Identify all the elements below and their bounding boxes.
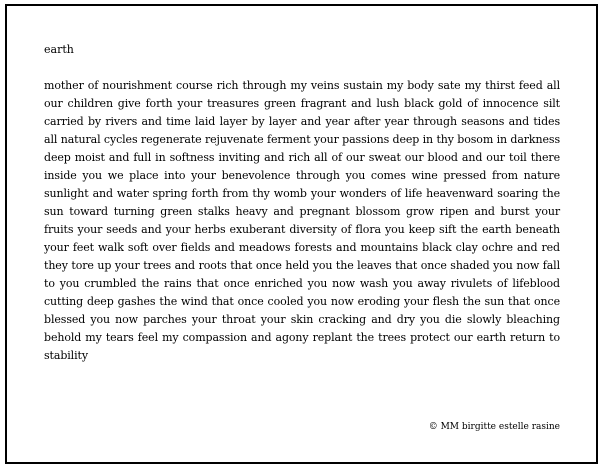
poem-title: earth bbox=[44, 43, 74, 56]
poem-body: mother of nourishment course rich through my veins sustain my body sate my thirst feed all our children give forth your treasures green fragrant and lush black gold of innocence silt carried by rivers and time laid layer by layer and year after year through seasons and tides all natural cycles regenerate rejuvenate ferment your passions deep in thy bosom in darkness deep moist and full in softness inviting and rich all of our sweat our blood and our toil there inside you we place into your benevolence through you comes wine pressed from nature sunlight and water spring forth from thy womb your wonders of life heavenward soaring the sun toward turning green stalks heavy and pregnant blossom grow ripen and burst your fruits your seeds and your herbs exuberant diversity of flora you keep sift the earth beneath your feet walk soft over fields and meadows forests and mountains black clay ochre and red they tore up your trees and roots that once held you the leaves that once shaded you now fall to you crumbled the rains that once enriched you now wash you away rivulets of lifeblood cutting deep gashes the wind that once cooled you now eroding your flesh the sun that once blessed you now parches your throat your skin cracking and dry you die slowly bleaching behold my tears feel my compassion and agony replant the trees protect our earth return to stability bbox=[44, 79, 560, 362]
copyright-notice: © MM birgitte estelle rasine bbox=[428, 422, 560, 432]
